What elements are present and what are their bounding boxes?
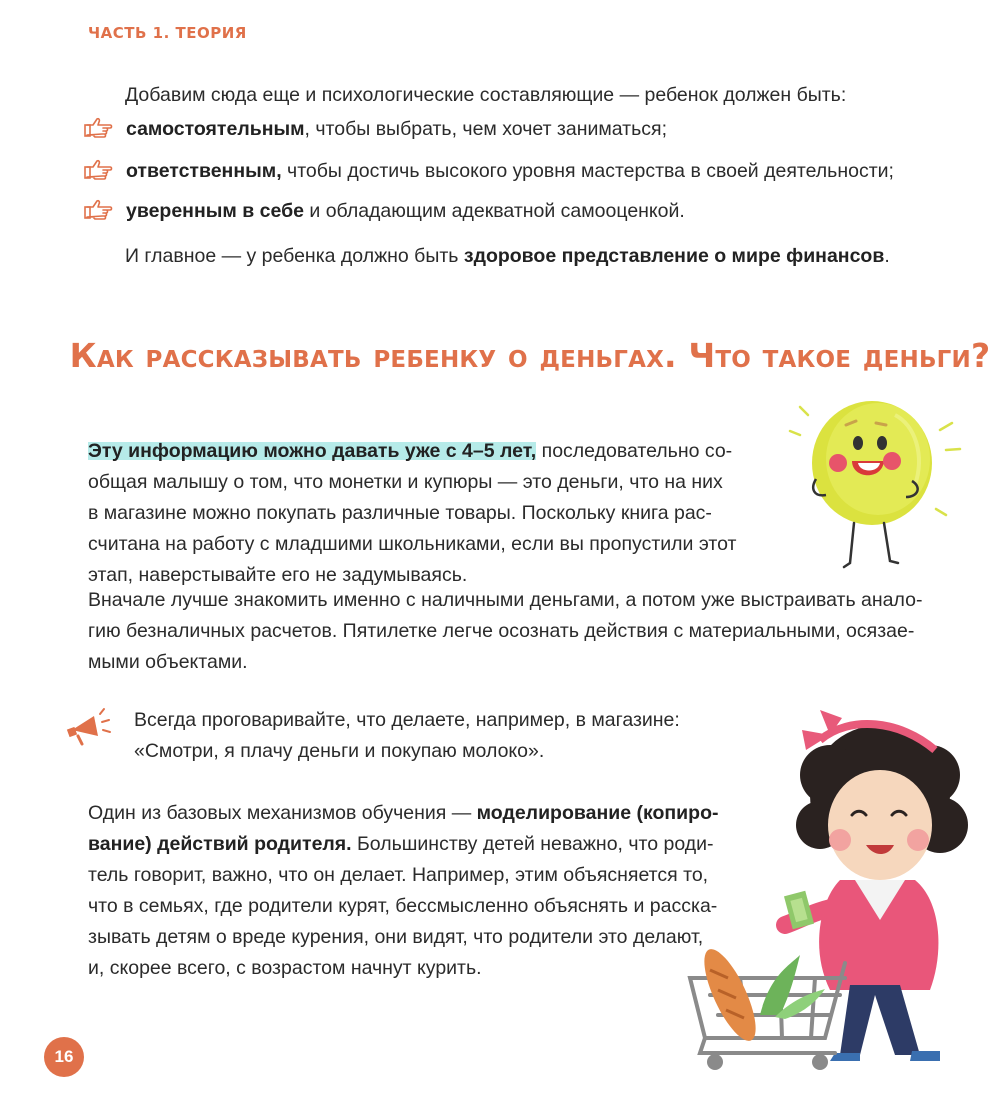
bullet-bold: уверенным в себе <box>126 199 304 222</box>
main-point-end: . <box>884 245 890 267</box>
text-line: в магазине можно покупать различные товары. Поскольку книга рас- <box>88 502 712 524</box>
bullet-item <box>84 116 667 142</box>
paragraph-modeling <box>88 798 770 984</box>
chapter-header: ЧАСТЬ 1. ТЕОРИЯ <box>88 24 247 42</box>
text-line <box>88 829 770 860</box>
tip-text <box>134 705 680 767</box>
text-line: тель говорит, важно, что он делает. Например, этим объясняется то, <box>88 864 709 886</box>
page-number: 16 <box>44 1037 84 1077</box>
bullet-text: чтобы достичь высокого уровня мастерства в своей деятельности; <box>281 159 894 182</box>
bold-text: вание) действий родителя. <box>88 833 352 855</box>
pointing-hand-icon <box>84 158 116 184</box>
section-title: Как рассказывать ребенку о деньгах. Что такое деньги? <box>69 336 991 375</box>
coin-character-illustration <box>780 395 980 575</box>
main-point <box>125 240 890 272</box>
text-line: гию безналичных расчетов. Пятилетке легче осознать действия с материальными, осязае- <box>88 620 915 642</box>
highlighted-text: Эту информацию можно давать уже с 4–5 лет, <box>88 440 537 462</box>
bullet-item <box>84 198 685 224</box>
text-segment: последовательно со- <box>536 440 733 462</box>
megaphone-icon <box>66 706 112 746</box>
girl-with-cart-illustration <box>680 695 980 1095</box>
text-line: Вначале лучше знакомить именно с наличными деньгами, а потом уже выстраивать анало- <box>88 589 923 611</box>
text-line <box>88 436 772 467</box>
text-line: этап, наверстывайте его не задумываясь. <box>88 564 468 586</box>
text-line: зывать детям о вреде курения, они видят, что родители это делают, <box>88 926 704 948</box>
bold-text: моделирование (копиро- <box>476 802 719 824</box>
main-point-bold: здоровое представление о мире финансов <box>463 245 885 267</box>
bullet-bold: самостоятельным <box>126 117 305 140</box>
text-line: мыми объектами. <box>88 651 248 673</box>
text-line: «Смотри, я плачу деньги и покупаю молоко». <box>134 740 545 762</box>
paragraph-age-info <box>88 436 772 591</box>
bullet-text: и обладающим адекватной самооценкой. <box>303 199 685 222</box>
text-line: Всегда проговаривайте, что делаете, например, в магазине: <box>134 709 680 731</box>
intro-text: Добавим сюда еще и психологические составляющие — ребенок должен быть: <box>125 84 847 106</box>
main-point-text: И главное — у ребенка должно быть <box>125 245 464 267</box>
bullet-text: , чтобы выбрать, чем хочет заниматься; <box>304 117 668 140</box>
text-line: и, скорее всего, с возрастом начнут курить. <box>88 957 482 979</box>
text-line: считана на работу с младшими школьниками, если вы пропустили этот <box>88 533 737 555</box>
text-line: что в семьях, где родители курят, бессмысленно объяснять и расска- <box>88 895 718 917</box>
text-segment: Большинству детей неважно, что роди- <box>351 833 714 855</box>
text-line: общая малышу о том, что монетки и купюры — это деньги, что на них <box>88 471 723 493</box>
text-line <box>88 798 770 829</box>
pointing-hand-icon <box>84 198 116 224</box>
paragraph-cash-first <box>88 585 970 678</box>
pointing-hand-icon <box>84 116 116 142</box>
bullet-item <box>84 158 894 184</box>
bullet-bold: ответственным, <box>126 159 282 182</box>
text-segment: Один из базовых механизмов обучения — <box>88 802 477 824</box>
